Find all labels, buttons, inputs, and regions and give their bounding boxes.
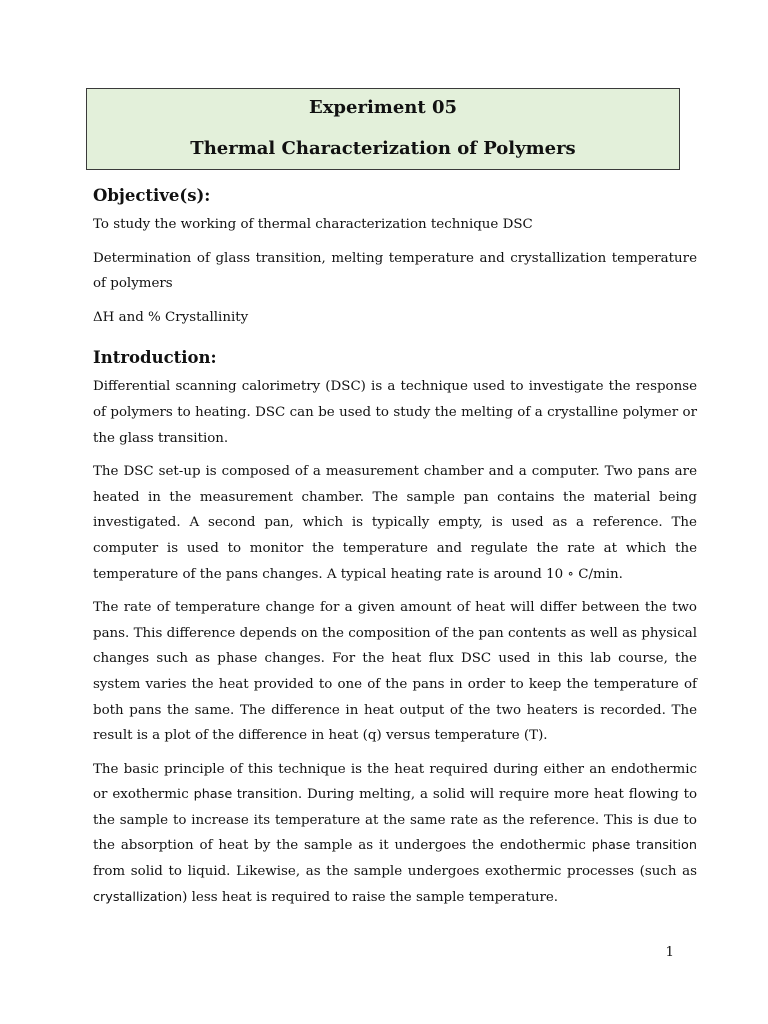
objective-item: Determination of glass transition, melting temperature and crystallization temperature of polymers [93, 250, 697, 292]
experiment-number: Experiment 05 [308, 97, 458, 118]
document-body [93, 184, 697, 918]
paragraph-text: from solid to liquid. Likewise, as the sample undergoes exothermic processes (such as [93, 864, 697, 880]
page-number: 1 [665, 945, 674, 960]
title-box [86, 88, 680, 170]
experiment-title: Thermal Characterization of Polymers [190, 138, 576, 159]
term-link-crystallization[interactable]: crystallization [93, 889, 183, 905]
term-link-phase-transition[interactable]: phase transition [591, 838, 697, 854]
intro-paragraph: The DSC set-up is composed of a measurement chamber and a computer. Two pans are heated in the measurement chamber. The sample pan contains the material being investigated. A second pan, which is typically empty, is used as a reference. The computer is used to monitor the temperature and regulate the rate at which the temperature of the pans changes. A typical heating rate is around 10 ∘ C/min. [93, 464, 697, 582]
intro-paragraph: Differential scanning calorimetry (DSC) is a technique used to investigate the response of polymers to heating. DSC can be used to study the melting of a crystalline polymer or the glass transition. [93, 379, 697, 446]
paragraph-text: ) less heat is required to raise the sample temperature. [182, 889, 559, 905]
intro-paragraph-principle [93, 757, 697, 911]
paragraph-text: . During melting, a solid will require more heat flowing to the sample to increase its temperature at the same rate as the reference. This is due to the absorption of heat by the sample as it undergoes the endothermic [93, 787, 698, 854]
objectives-heading: Objective(s): [93, 186, 211, 205]
objective-item: To study the working of thermal characterization technique DSC [93, 217, 533, 232]
term-link-phase-transition[interactable]: phase transition [193, 787, 298, 803]
paragraph-text: The basic principle of this technique is the heat required during either an endothermic or exothermic [93, 761, 697, 803]
introduction-heading: Introduction: [93, 348, 217, 368]
objective-item: ΔH and % Crystallinity [93, 309, 249, 325]
intro-paragraph: The rate of temperature change for a given amount of heat will differ between the two pans. This difference depends on the composition of the pan contents as well as physical changes such as phase changes. For the heat flux DSC used in this lab course, the system varies the heat provided to one of the pans in order to keep the temperature of both pans the same. The difference in heat output of the two heaters is recorded. The result is a plot of the difference in heat (q) versus temperature (T). [93, 600, 697, 744]
